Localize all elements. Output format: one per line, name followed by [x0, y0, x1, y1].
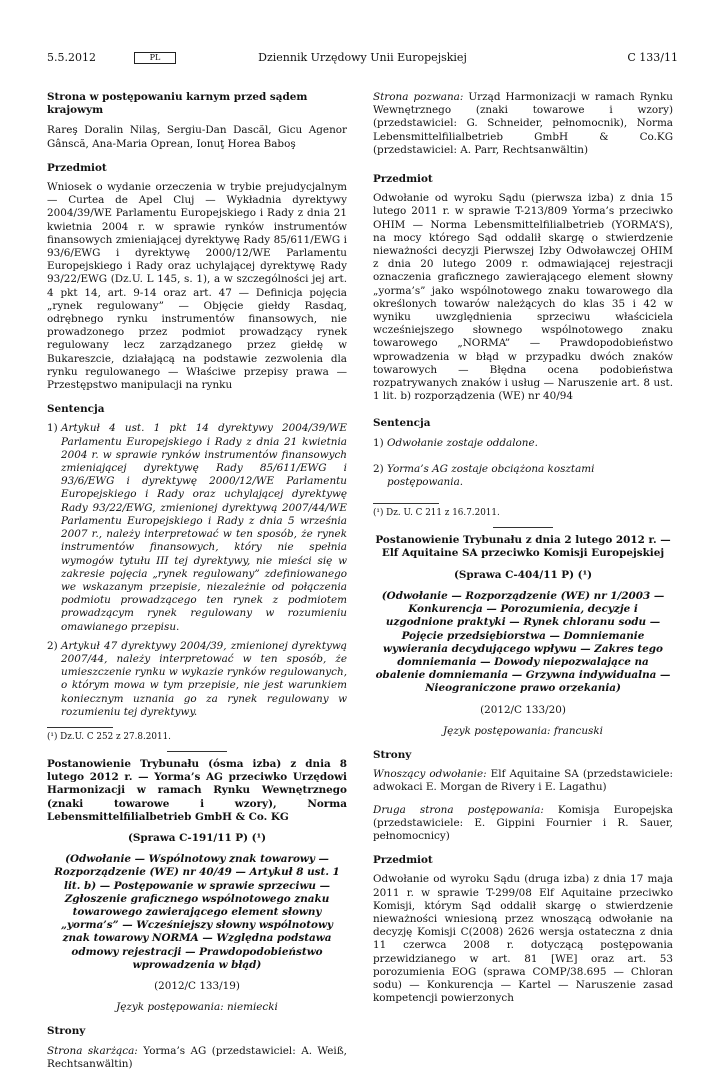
party-text: Komisja Europejska (przedstawiciele: E. Gippini Fournier i R. Sauer, pełnomocnicy) — [373, 803, 673, 842]
przedmiot-text: Odwołanie od wyroku Sądu (pierwsza izba) z dnia 15 lutego 2011 r. w sprawie T-213/809 Yorma’s przeciwko OHIM — Norma Lebensmittelfilialbetrieb (YORMA’S), na mocy którego Sąd oddalił skargę o stwierdzenie nieważności decyzji Pierwszej Izby Odwoławczej OHIM z dnia 20 lutego 2009 r. odmawiającej rejestracji oznaczenia graficznego zawierającego element słowny „yorma’s” jako wspólnotowego znaku towarowego dla określonych towarów należących do klas 35 i 42 w wyniku uwzględnienia sprzeciwu właściciela wcześniejszego słownego wspólnotowego znaku towarowego „NORMA” — Prawdopodobieństwo wprowadzenia w błąd w przypadku dwóch znaków towarowych — Błędna ocena podobieństwa rozpatrywanych znaków i usług — Naruszenie art. 8 ust. 1 lit. b) rozporządzenia (WE) nr 40/94 — [373, 192, 673, 403]
footnote-rule — [47, 727, 113, 728]
other-party — [373, 804, 673, 844]
przedmiot-text: Odwołanie od wyroku Sądu (druga izba) z dnia 17 maja 2011 r. w sprawie T-299/08 Elf Aquitaine przeciwko Komisji, którym Sąd oddalił skargę o stwierdzenie nieważności wniesioną przez wnoszącą odwołanie na decyzję Komisji C(2008) 2626 wersja ostateczna z dnia 11 czerwca 2008 r. dotyczącą postępowania przewidzianego w art. 81 [WE] oraz art. 53 porozumienia EOG (sprawa COMP/38.695 — Chloran sodu) — Konkurencja — Kartel — Naruszenie zasad kompetencji powierzonych — [373, 873, 673, 1005]
defendant-party — [373, 91, 673, 157]
publication-date: 5.5.2012 — [47, 51, 96, 64]
przedmiot-text: Wniosek o wydanie orzeczenia w trybie prejudycjalnym — Curtea de Apel Cluj — Wykładnia dyrektywy 2004/39/WE Parlamentu Europejskiego i Rady z dnia 21 kwietnia 2004 r. w sprawie rynków instrumentów finansowych zmieniającej dyrektywę Rady 85/611/EWG i 93/6/EWG i dyrektywę 2000/12/WE Parlamentu Europejskiego i Rady oraz uchylającej dyrektywę Rady 93/22/EWG (Dz.U. L 145, s. 1), a w szczególności jej art. 4 pkt 14, art. 9-14 oraz art. 47 — Definicja pojęcia „rynek regulowany” — Objęcie giełdy Rasdaq, odrębnego rynku instrumentów finansowych, nie prowadzonego przez podmiot prowadzący rynek regulowany lecz zarządzanego przez giełdę w Bukareszcie, działającą na podstawie zezwolenia dla rynku regulowanego — Właściwe przepisy prawa — Przestępstwo manipulacji na rynku — [47, 181, 347, 392]
item-text: Yorma’s AG zostaje obciążona kosztami postępowania. — [387, 462, 595, 489]
sentencja-heading: Sentencja — [373, 417, 431, 430]
case-keywords: (Odwołanie — Wspólnotowy znak towarowy — Rozporządzenie (WE) nr 40/49 — Artykuł 8 ust. 1 lit. b) — Postępowanie w sprawie sprzeciwu — Zgłoszenie graficznego wspólnotowego znaku towarowego zawierającego element słowny „yorma’s” — Wcześniejszy słowny wspólnotowy znak towarowy NORMA — Względna podstawa odmowy rejestracji — Prawdopodobieństwo wprowadzenia w błąd) — [54, 853, 340, 971]
item-number: 2) — [373, 462, 384, 475]
language-of-case: Język postępowania: francuski — [443, 724, 603, 737]
case-number: (Sprawa C-191/11 P) (¹) — [127, 831, 267, 844]
sentencja-item — [373, 437, 673, 450]
footnote: (¹) Dz. U. C 211 z 16.7.2011. — [373, 508, 500, 519]
sentencja-item — [373, 463, 673, 489]
item-number: 1) — [373, 436, 384, 449]
sentencja-list — [47, 422, 347, 718]
page-reference: C 133/11 — [627, 51, 678, 64]
case-number: (Sprawa C-404/11 P) (¹) — [453, 568, 593, 581]
party-text: Yorma’s AG (przedstawiciel: A. Weiß, Rechtsanwältin) — [47, 1044, 347, 1070]
page-header — [47, 51, 678, 67]
appellant-party — [373, 768, 673, 794]
sentencja-heading: Sentencja — [47, 403, 105, 416]
sentencja-item — [47, 640, 347, 719]
section-heading: Strona w postępowaniu karnym przed sądem krajowym — [47, 91, 308, 117]
footnote-rule — [373, 503, 439, 504]
item-text: Odwołanie zostaje oddalone. — [387, 436, 538, 449]
left-column — [47, 91, 347, 1071]
przedmiot-heading: Przedmiot — [373, 854, 433, 867]
right-column — [373, 91, 673, 1005]
item-text: Artykuł 4 ust. 1 pkt 14 dyrektywy 2004/39/WE Parlamentu Europejskiego i Rady z dnia 21 kwietnia 2004 r. w sprawie rynków instrumentów finansowych zmieniającej dyrektywę Rady 85/611/EWG i 93/6/EWG i dyrektywę 2000/12/WE Parlamentu Europejskiego i Rady oraz uchylającej dyrektywę Rady 93/22/EWG, zmienionej dyrektywą 2007/44/WE Parlamentu Europejskiego i Rady z dnia 5 września 2007 r., należy interpretować w ten sposób, że rynek instrumentów finansowych, który nie spełnia wymogów tytułu III tej dyrektywy, nie mieści się w zakresie pojęcia „rynek regulowany” zdefiniowanego we wskazanym przepisie, niezależnie od połączenia podmiotu prowadzącego ten rynek z podmiotem prowadzącym rynek regulowany w rozumieniu omawianego przepisu. — [61, 422, 347, 633]
applicant-party — [47, 1045, 347, 1071]
party-label: Strona pozwana: — [373, 91, 464, 103]
oj-reference: (2012/C 133/20) — [480, 703, 566, 716]
language-of-case: Język postępowania: niemiecki — [116, 1001, 278, 1014]
footnote: (¹) Dz.U. C 252 z 27.8.2011. — [47, 731, 171, 742]
strony-heading: Strony — [47, 1025, 86, 1038]
party-label: Wnoszący odwołanie: — [373, 768, 487, 781]
case-title: Postanowienie Trybunału z dnia 2 lutego 2012 r. — Elf Aquitaine SA przeciwko Komisji Europejskiej — [375, 534, 671, 560]
party-label: Druga strona postępowania: — [373, 803, 544, 816]
party-text: Elf Aquitaine SA (przedstawiciele: adwokaci E. Morgan de Rivery i E. Lagathu) — [373, 768, 673, 794]
przedmiot-heading: Przedmiot — [47, 161, 107, 174]
sentencja-list — [373, 437, 673, 490]
language-code-box: PL — [134, 52, 176, 64]
case-title: Postanowienie Trybunału (ósma izba) z dnia 8 lutego 2012 r. — Yorma’s AG przeciwko Urzędowi Harmonizacji w ramach Rynku Wewnętrznego (znaki towarowe i wzory), Norma Lebensmittelfilialbetrieb GmbH & Co. KG — [47, 757, 347, 823]
sentencja-item — [47, 422, 347, 633]
journal-title: Dziennik Urzędowy Unii Europejskiej — [258, 51, 467, 64]
przedmiot-heading: Przedmiot — [373, 173, 433, 186]
section-separator — [493, 527, 553, 528]
party-label: Strona skarżąca: — [47, 1044, 138, 1057]
strony-heading: Strony — [373, 748, 412, 761]
case-keywords: (Odwołanie — Rozporządzenie (WE) nr 1/2003 — Konkurencja — Porozumienia, decyzje i uzgodnione praktyki — Rynek chloranu sodu — Pojęcie przedsiębiorstwa — Domniemanie wywierania decydującego wpływu — Zakres tego domniemania — Dowody niepozwalające na obalenie domniemania — Grzywna indywidualna — Nieograniczone prawo orzekania) — [375, 589, 671, 695]
section-separator — [167, 751, 227, 752]
item-number: 1) — [47, 422, 58, 435]
item-text: Artykuł 47 dyrektywy 2004/39, zmienionej dyrektywą 2007/44, należy interpretować w ten sposób, że umieszczenie rynku w wykazie rynków regulowanych, o którym mowa w tym przepisie, nie jest warunkiem koniecznym uznania go za rynek regulowany w rozumieniu tej dyrektywy. — [61, 639, 347, 718]
oj-reference: (2012/C 133/19) — [154, 979, 240, 992]
item-number: 2) — [47, 639, 58, 652]
parties-names: Rareş Doralin Nilaş, Sergiu-Dan Dascăl, Gicu Agenor Gânscă, Ana-Maria Oprean, Ionuţ Horea Baboş — [47, 124, 347, 150]
party-text: Urząd Harmonizacji w ramach Rynku Wewnętrznego (znaki towarowe i wzory) (przedstawiciel: G. Schneider, pełnomocnik), Norma Lebensmittelfilialbetrieb GmbH & Co.KG (przedstawiciel: A. Parr, Rechtsanwältin) — [373, 91, 673, 156]
